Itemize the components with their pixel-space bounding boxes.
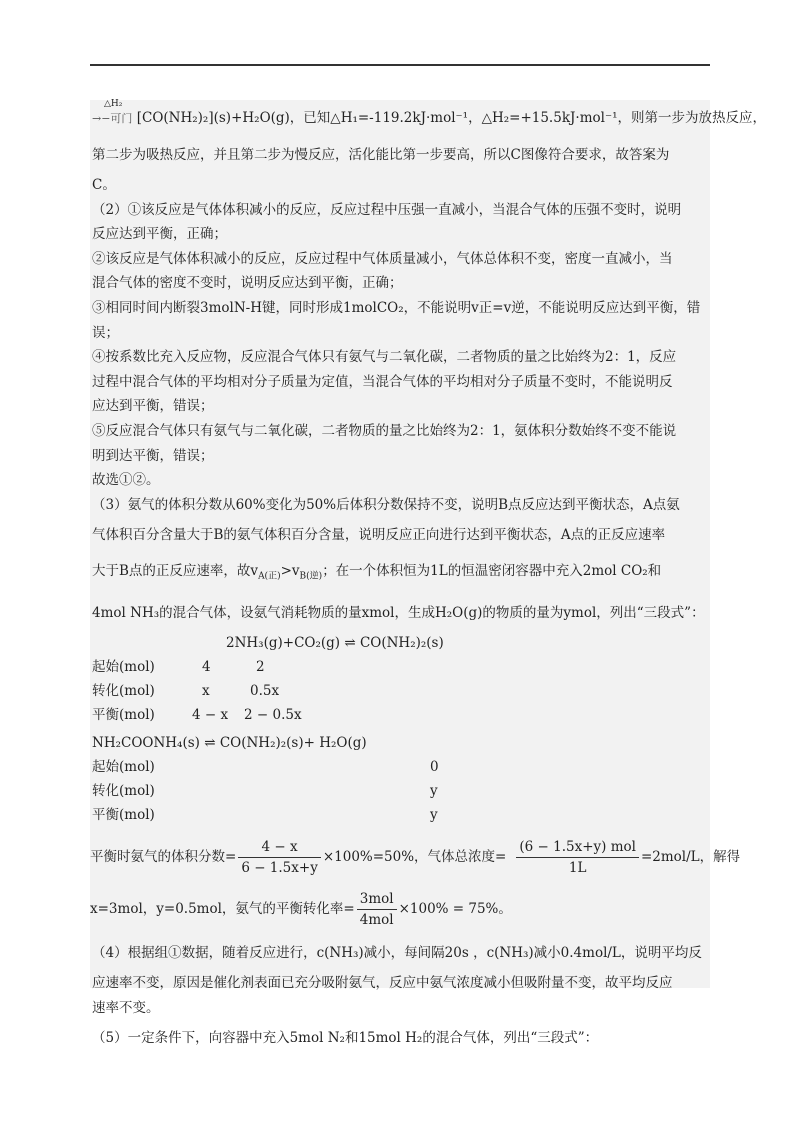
subscript: A(正) xyxy=(258,572,281,582)
equation-row xyxy=(90,631,710,655)
text-line xyxy=(90,99,766,137)
text-line: C。 xyxy=(92,177,116,193)
table-row xyxy=(90,655,710,679)
text-line: ②该反应是气体体积减小的反应，反应过程中气体质量减小，气体总体积不变，密度一直减小，当 xyxy=(92,250,673,267)
text-span: 平衡时氨气的体积分数= xyxy=(90,848,237,865)
calc-line xyxy=(90,831,741,883)
table-row xyxy=(90,755,710,779)
text-line: 反应达到平衡，正确； xyxy=(92,226,227,243)
table-row xyxy=(90,703,710,727)
text-span: 大于B点的正反应速率，故v xyxy=(92,563,259,580)
text-line: 误； xyxy=(92,324,119,341)
text-line: ③相同时间内断裂3molN-H键，同时形成1molCO₂，不能说明v正=v逆，不能说明反应达到平衡，错 xyxy=(92,299,701,316)
numerator: (6 − 1.5x+y) mol xyxy=(516,837,639,858)
table-row xyxy=(90,803,710,827)
text-line xyxy=(90,553,710,595)
row-label: 转化(mol) xyxy=(92,783,155,799)
equation: NH₂COONH₄(s) ⇌ CO(NH₂)₂(s)+ H₂O(g) xyxy=(92,735,367,751)
denominator: 4mol xyxy=(359,911,394,928)
text-span: ；在一个体积恒为1L的恒温密闭容器中充入2mol CO₂和 xyxy=(322,563,662,580)
text-line: （5）一定条件下，向容器中充入5mol N₂和15mol H₂的混合气体，列出“三段式”： xyxy=(92,1030,599,1047)
equation: 2NH₃(g)+CO₂(g) ⇌ CO(NH₂)₂(s) xyxy=(226,635,444,651)
row-label: 起始(mol) xyxy=(92,759,155,775)
text-line: 混合气体的密度不变时，说明反应达到平衡，正确； xyxy=(92,275,403,292)
denominator: 1L xyxy=(568,859,587,876)
text-line: ④按系数比充入反应物，反应混合气体只有氨气与二氧化碳，二者物质的量之比始终为2：1，反应 xyxy=(92,349,677,366)
cell: 4 − x xyxy=(192,707,229,723)
text-span: ×100% = 75%。 xyxy=(398,900,512,917)
table-row xyxy=(90,679,710,703)
fraction xyxy=(516,837,639,878)
equation-row xyxy=(90,731,710,755)
row-label: 平衡(mol) xyxy=(92,807,155,823)
numerator: 3mol xyxy=(357,889,397,910)
row-label: 平衡(mol) xyxy=(92,707,155,723)
text-span: [CO(NH₂)₂](s)+H₂O(g)，已知△H₁=-119.2kJ·mol⁻¹，△H₂=+15.5kJ·mol⁻¹，则第一步为放热反应， xyxy=(136,110,766,126)
text-line: ⑤反应混合气体只有氨气与二氧化碳，二者物质的量之比始终为2：1，氨体积分数始终不变不能说 xyxy=(92,422,677,439)
calc-line xyxy=(90,883,710,935)
text-span: >v xyxy=(280,563,300,580)
header-rule xyxy=(90,64,710,66)
cell: y xyxy=(430,807,438,823)
text-line: 故选①②。 xyxy=(92,472,160,489)
text-span: x=3mol，y=0.5mol，氨气的平衡转化率= xyxy=(90,900,355,917)
text-line: 应达到平衡，错误； xyxy=(92,398,214,415)
row-label: 起始(mol) xyxy=(92,659,155,675)
cell: 0.5x xyxy=(250,683,280,699)
text-line: （3）氨气的体积分数从60%变化为50%后体积分数保持不变，说明B点反应达到平衡状态，A点氨 xyxy=(92,496,680,513)
cell: 0 xyxy=(430,759,439,775)
text-line: 速率不变。 xyxy=(92,999,160,1016)
arrow-condition: △H₂ xyxy=(104,99,123,109)
cell: 2 − 0.5x xyxy=(244,707,302,723)
text-line: （4）根据组①数据，随着反应进行，c(NH₃)减小，每间隔20s ，c(NH₃)减小0.4mol/L，说明平均反 xyxy=(92,945,702,961)
text-line: 第二步为吸热反应，并且第二步为慢反应，活化能比第一步要高，所以C图像符合要求，故答案为 xyxy=(92,147,670,163)
table-row xyxy=(90,779,710,803)
arrow-prefix: →−可门 xyxy=(92,112,133,125)
text-span: =2mol/L，解得 xyxy=(640,848,741,865)
text-line: 应速率不变，原因是催化剂表面已充分吸附氨气，反应中氨气浓度减小但吸附量不变，故平均反应 xyxy=(92,975,673,991)
fraction xyxy=(238,837,321,878)
text-line: 过程中混合气体的平均相对分子质量为定值，当混合气体的平均相对分子质量不变时，不能说明反 xyxy=(92,373,673,390)
text-line: （2）①该反应是气体体积减小的反应，反应过程中压强一直减小，当混合气体的压强不变时，说明 xyxy=(92,201,682,218)
denominator: 6 − 1.5x+y xyxy=(241,859,318,876)
fraction xyxy=(357,889,397,930)
text-span: ×100%=50%，气体总浓度= xyxy=(322,848,507,865)
row-label: 转化(mol) xyxy=(92,683,155,699)
text-line: 明到达平衡，错误； xyxy=(92,447,214,464)
text-line: 4mol NH₃的混合气体，设氨气消耗物质的量xmol，生成H₂O(g)的物质的量为ymol，列出“三段式”： xyxy=(92,605,705,621)
cell: y xyxy=(430,783,438,799)
text-line: 气体积百分含量大于B的氨气体积百分含量，说明反应正向进行达到平衡状态，A点的正反应速率 xyxy=(92,527,666,544)
cell: x xyxy=(202,683,210,699)
cell: 2 xyxy=(256,659,265,675)
document-body xyxy=(90,99,766,1047)
numerator: 4 − x xyxy=(238,837,321,858)
subscript: B(逆) xyxy=(299,572,323,582)
cell: 4 xyxy=(202,659,211,675)
